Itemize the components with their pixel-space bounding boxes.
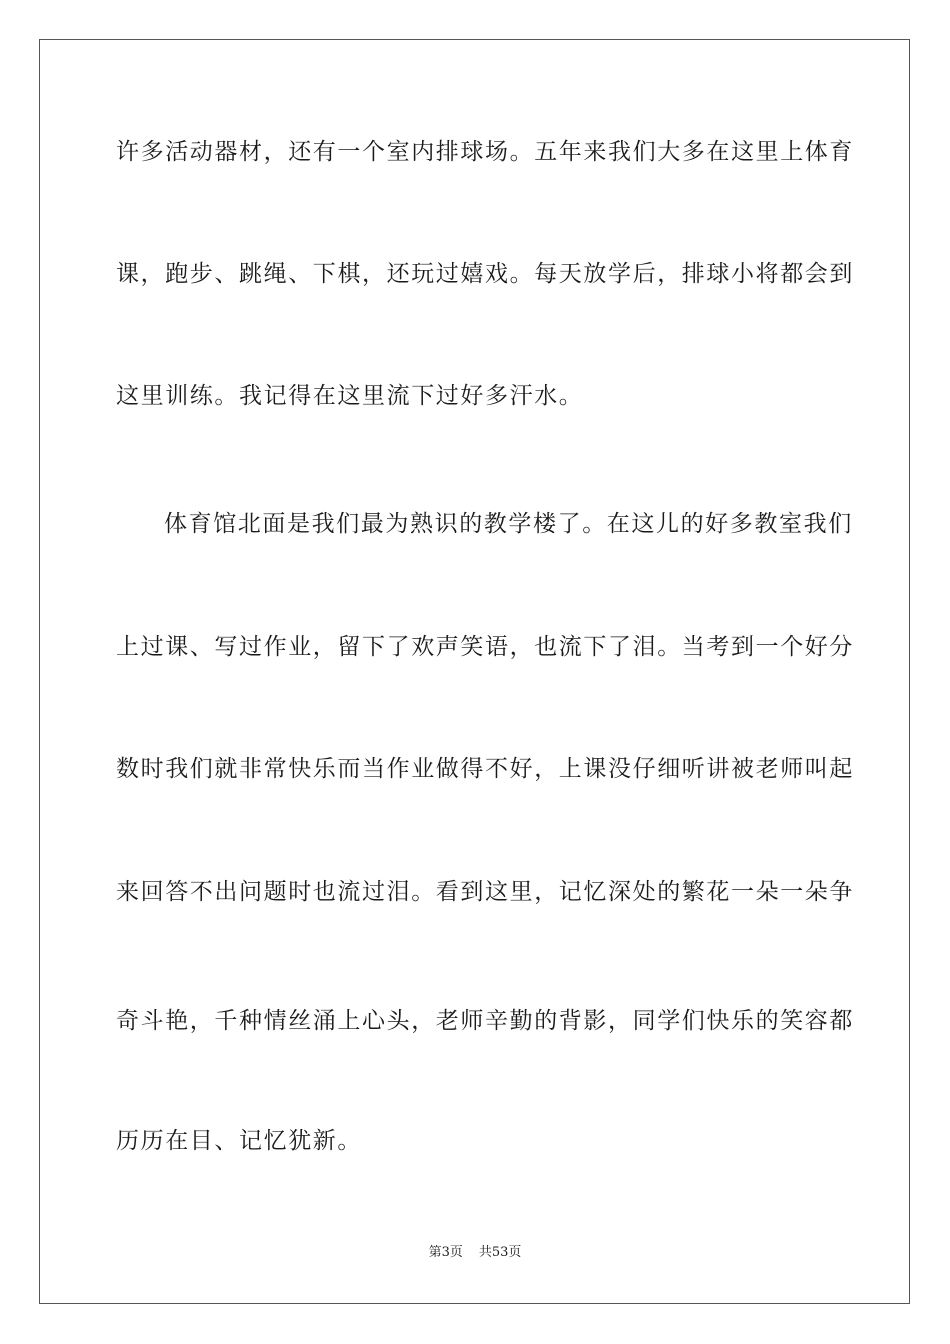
text-line: 体育馆北面是我们最为熟识的教学楼了。在这儿的好多教室我们 <box>164 511 853 537</box>
text-line: 奇斗艳，千种情丝涌上心头，老师辛勤的背影，同学们快乐的笑容都 <box>116 1008 854 1034</box>
text-line: 这里训练。我记得在这里流下过好多汗水。 <box>116 383 584 409</box>
text-line: 上过课、写过作业，留下了欢声笑语，也流下了泪。当考到一个好分 <box>116 634 854 660</box>
page-total: 共53页 <box>478 1245 522 1260</box>
text-line: 数时我们就非常快乐而当作业做得不好，上课没仔细听讲被老师叫起 <box>116 756 854 782</box>
text-line: 历历在目、记忆犹新。 <box>116 1128 362 1154</box>
text-line: 课，跑步、跳绳、下棋，还玩过嬉戏。每天放学后，排球小将都会到 <box>116 261 854 287</box>
page-number: 第3页 <box>428 1245 463 1260</box>
text-line: 许多活动器材，还有一个室内排球场。五年来我们大多在这里上体育 <box>116 139 854 165</box>
text-line: 来回答不出问题时也流过泪。看到这里，记忆深处的繁花一朵一朵争 <box>116 879 854 905</box>
page-border <box>39 39 910 1304</box>
page-footer <box>0 1245 950 1261</box>
